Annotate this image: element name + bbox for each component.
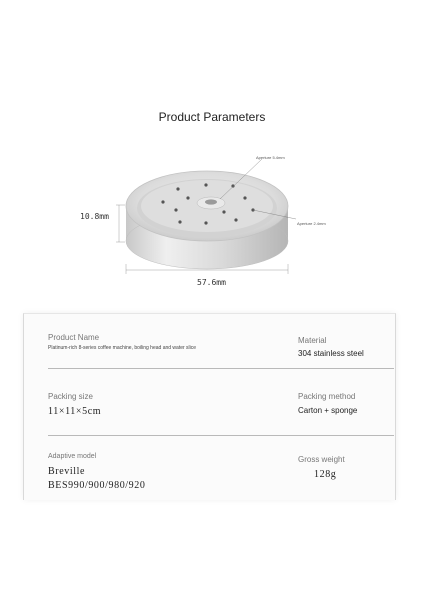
height-dimension: 10.8mm <box>80 212 109 221</box>
divider-2 <box>48 435 394 436</box>
adaptive-model-numbers: BES990/900/980/920 <box>48 480 146 491</box>
packing-size-label: Packing size <box>48 392 93 401</box>
material-value: 304 stainless steel <box>298 349 364 358</box>
adaptive-model-label: Adaptive model <box>48 453 97 460</box>
product-name-value: Platinum-rich 8-series coffee machine, boiling head and water slice <box>48 345 197 351</box>
product-sheet <box>0 88 424 512</box>
packing-method-label: Packing method <box>298 392 356 401</box>
gross-weight-label: Gross weight <box>298 455 345 464</box>
aperture-side-label: Aperture 2.4mm <box>297 221 326 226</box>
material-label: Material <box>298 336 327 345</box>
packing-method-value: Carton + sponge <box>298 406 358 415</box>
page-title: Product Parameters <box>158 110 266 124</box>
gross-weight-value: 128g <box>314 469 337 480</box>
product-name-label: Product Name <box>48 333 100 342</box>
spec-card <box>23 313 396 500</box>
center-hole <box>205 199 217 204</box>
adaptive-model-brand: Breville <box>48 466 86 477</box>
divider-1 <box>48 368 394 369</box>
aperture-top-label: Aperture 5.4mm <box>256 155 285 160</box>
packing-size-value: 11×11×5cm <box>48 406 102 417</box>
width-dimension: 57.6mm <box>197 278 226 287</box>
